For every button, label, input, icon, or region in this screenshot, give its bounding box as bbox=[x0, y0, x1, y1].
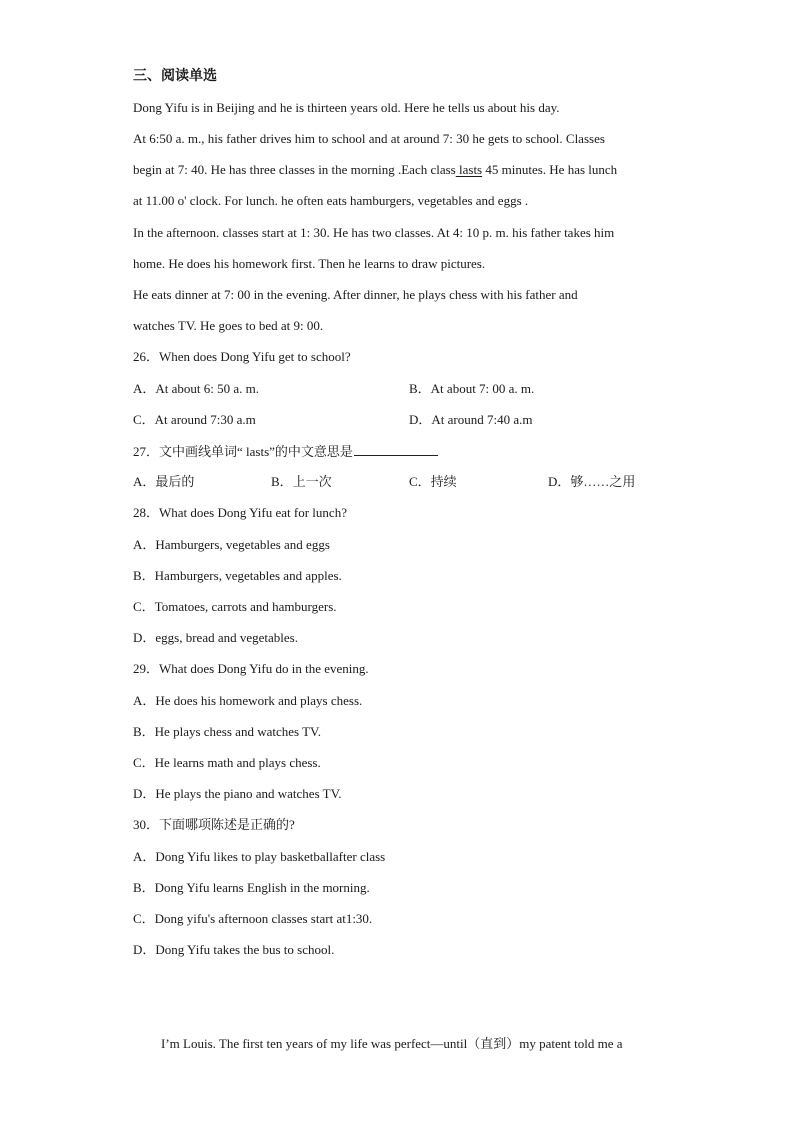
passage-line-7: He eats dinner at 7: 00 in the evening. After dinner, he plays chess with his father and bbox=[133, 287, 578, 302]
section-title: 三、阅读单选 bbox=[133, 68, 217, 84]
question-29-option-b[interactable]: B．He plays chess and watches TV. bbox=[133, 724, 321, 739]
answer-blank bbox=[354, 443, 438, 456]
question-29-option-c[interactable]: C．He learns math and plays chess. bbox=[133, 755, 321, 770]
question-28-option-a[interactable]: A．Hamburgers, vegetables and eggs bbox=[133, 537, 330, 552]
underlined-word-lasts: lasts bbox=[455, 162, 483, 177]
passage-line-2: At 6:50 a. m., his father drives him to school and at around 7: 30 he gets to school. Classes bbox=[133, 131, 605, 146]
question-28-option-c[interactable]: C．Tomatoes, carrots and hamburgers. bbox=[133, 599, 337, 614]
passage-line-5: In the afternoon. classes start at 1: 30. He has two classes. At 4: 10 p. m. his father takes him bbox=[133, 225, 615, 240]
question-30-stem: 30．下面哪项陈述是正确的? bbox=[133, 817, 295, 832]
question-26-option-a[interactable]: A．At about 6: 50 a. m. bbox=[133, 381, 260, 396]
question-27-option-b[interactable]: B．上一次 bbox=[271, 474, 332, 489]
question-26-option-b[interactable]: B．At about 7: 00 a. m. bbox=[409, 381, 535, 396]
next-passage-line: I’m Louis. The first ten years of my life was perfect—until（直到）my patent told me a bbox=[161, 1036, 623, 1051]
question-30-option-b[interactable]: B．Dong Yifu learns English in the morning. bbox=[133, 880, 370, 895]
passage-line-1: Dong Yifu is in Beijing and he is thirteen years old. Here he tells us about his day. bbox=[133, 100, 560, 115]
question-26-option-d[interactable]: D．At around 7:40 a.m bbox=[409, 412, 533, 427]
question-26-stem: 26．When does Dong Yifu get to school? bbox=[133, 349, 351, 364]
question-29-option-d[interactable]: D．He plays the piano and watches TV. bbox=[133, 786, 342, 801]
question-28-option-b[interactable]: B．Hamburgers, vegetables and apples. bbox=[133, 568, 342, 583]
question-29-stem: 29．What does Dong Yifu do in the evening. bbox=[133, 661, 369, 676]
question-27-text: 27．文中画线单词“ lasts”的中文意思是 bbox=[133, 444, 353, 459]
question-30-option-c[interactable]: C．Dong yifu's afternoon classes start at1:30. bbox=[133, 911, 373, 926]
question-28-stem: 28．What does Dong Yifu eat for lunch? bbox=[133, 505, 347, 520]
passage-line-3-start: begin at 7: 40. He has three classes in the morning .Each class bbox=[133, 162, 456, 177]
question-27-option-a[interactable]: A．最后的 bbox=[133, 474, 195, 489]
question-27-option-d[interactable]: D．够……之用 bbox=[548, 474, 636, 489]
passage-line-4: at 11.00 o' clock. For lunch. he often eats hamburgers, vegetables and eggs . bbox=[133, 193, 529, 208]
question-27-option-c[interactable]: C．持续 bbox=[409, 474, 457, 489]
passage-line-3-end: 45 minutes. He has lunch bbox=[482, 162, 618, 177]
question-30-option-d[interactable]: D．Dong Yifu takes the bus to school. bbox=[133, 942, 335, 957]
passage-line-8: watches TV. He goes to bed at 9: 00. bbox=[133, 318, 324, 333]
question-30-option-a[interactable]: A．Dong Yifu likes to play basketballafter class bbox=[133, 849, 386, 864]
question-26-option-c[interactable]: C．At around 7:30 a.m bbox=[133, 412, 256, 427]
question-27-stem bbox=[133, 443, 438, 460]
passage-line-6: home. He does his homework first. Then he learns to draw pictures. bbox=[133, 256, 486, 271]
passage-line-3 bbox=[133, 162, 617, 178]
question-29-option-a[interactable]: A．He does his homework and plays chess. bbox=[133, 693, 363, 708]
question-28-option-d[interactable]: D．eggs, bread and vegetables. bbox=[133, 630, 298, 645]
